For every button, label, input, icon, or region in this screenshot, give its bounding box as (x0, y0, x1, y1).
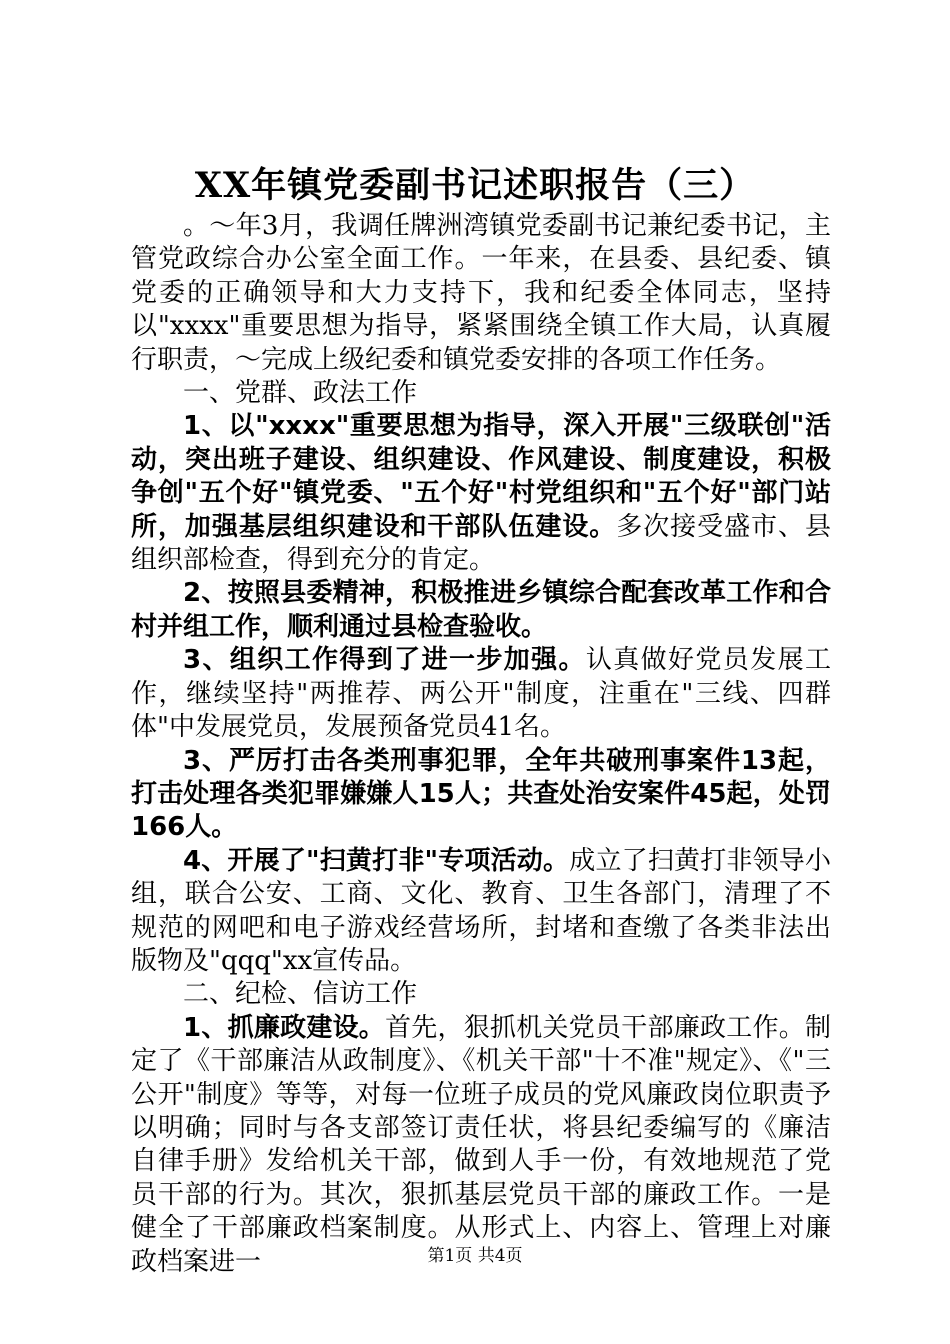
paragraph-2-1 (131, 1012, 831, 1279)
paragraph-1-3-lead: 3、组织工作得到了进一步加强。 (183, 645, 586, 676)
paragraph-1-2-bold: 2、按照县委精神，积极推进乡镇综合配套改革工作和合村并组工作，顺利通过县检查验收。 (131, 578, 831, 642)
paragraph-2-1-rest: 首先，狠抓机关党员干部廉政工作。制定了《干部廉洁从政制度》、《机关干部"十不准"规定》、《"三公开"制度》等等，对每一位班子成员的党风廉政岗位职责予以明确；同时与各支部签订责任状，将县纪委编写的《廉洁自律手册》发给机关干部，做到人手一份，有效地规范了党员干部的行为。其次，狠抓基层党员干部的廉政工作。一是健全了干部廉政档案制度。从形式上、内容上、管理上对廉政档案进一 (131, 1012, 831, 1277)
paragraph-1-1 (131, 410, 831, 577)
paragraph-1-5-rest: 成立了扫黄打非领导小组，联合公安、工商、文化、教育、卫生各部门，清理了不规范的网吧和电子游戏经营场所，封堵和查缴了各类非法出版物及"qqq"xx宣传品。 (131, 845, 831, 976)
intro-paragraph: 。～年3月，我调任牌洲湾镇党委副书记兼纪委书记，主管党政综合办公室全面工作。一年来，在县委、县纪委、镇党委的正确领导和大力支持下，我和纪委全体同志，坚持以"xxxx"重要思想为指导，紧紧围绕全镇工作大局，认真履行职责，～完成上级纪委和镇党委安排的各项工作任务。 (131, 211, 831, 375)
section-heading-party-law: 一、党群、政法工作 (183, 378, 418, 409)
paragraph-1-3-rest: 认真做好党员发展工作，继续坚持"两推荐、两公开"制度，注重在"三线、四群体"中发展党员，发展预备党员41名。 (131, 645, 831, 743)
paragraph-1-3 (131, 644, 831, 744)
page-footer: 第1页 共4页 (427, 1246, 523, 1266)
document-body (131, 210, 831, 1279)
section-heading-discipline-petition: 二、纪检、信访工作 (183, 979, 418, 1010)
paragraph-1-5 (131, 845, 831, 979)
paragraph-1-5-lead: 4、开展了"扫黄打非"专项活动。 (183, 845, 570, 876)
paragraph-1-1-bold: 1、以"xxxx"重要思想为指导，深入开展"三级联创"活动，突出班子建设、组织建设、作风建设、制度建设，积极争创"五个好"镇党委、"五个好"村党组织和"五个好"部门站所，加强基层组织建设和干部队伍建设。 (131, 411, 831, 542)
paragraph-1-2 (131, 577, 831, 644)
paragraph-1-4 (131, 745, 831, 845)
paragraph-1-4-bold: 3、严厉打击各类刑事犯罪，全年共破刑事案件13起，打击处理各类犯罪嫌嫌人15人；共查处治安案件45起，处罚166人。 (131, 745, 831, 843)
document-title: XX年镇党委副书记述职报告（三） (194, 165, 756, 206)
paragraph-1-1-rest: 多次接受盛市、县组织部检查，得到充分的肯定。 (131, 511, 831, 576)
paragraph-2-1-lead: 1、抓廉政建设。 (183, 1012, 386, 1043)
